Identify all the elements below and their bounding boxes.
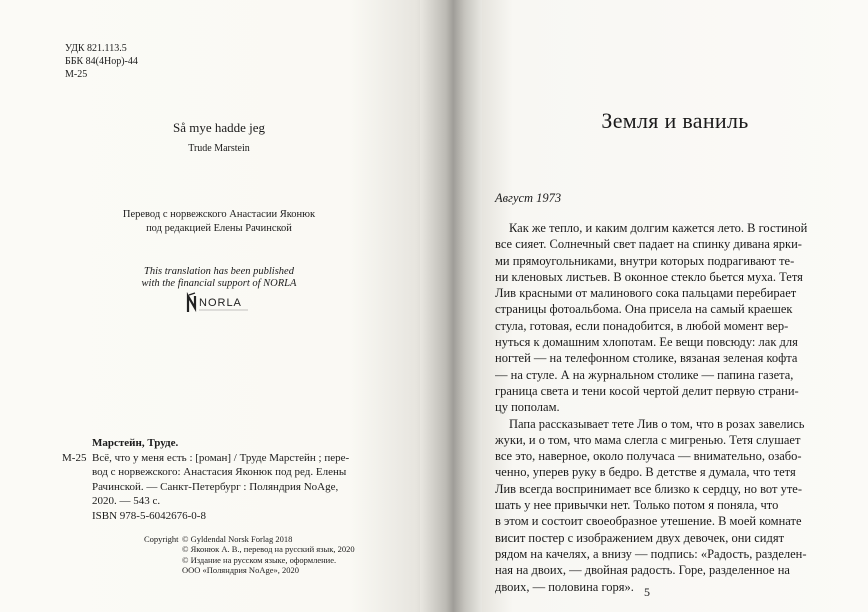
catalog-description — [62, 451, 422, 509]
text-line: все сияет. Солнечный свет падает на спинку дивана ярки- — [495, 237, 802, 252]
norla-logo-text: NORLA — [199, 297, 242, 309]
text-line: ни кленовых листьев. В оконное стекло бьется муха. Тетя — [495, 269, 803, 284]
page-number: 5 — [644, 585, 650, 599]
isbn: ISBN 978-5-6042676-0-8 — [92, 509, 206, 522]
catalog-line: Рачинской. — Санкт-Петербург : Поляндрия NoAge, — [92, 480, 339, 493]
text-line: рядом на качелях, а внизу — подпись: «Радость, разделен- — [495, 546, 807, 561]
text-line: Папа рассказывает тете Лив о том, что в розах завелись — [509, 416, 805, 431]
author-mark-line: М-25 — [65, 69, 88, 80]
chapter-date: Август 1973 — [495, 191, 562, 205]
udk-line: УДК 821.113.5 — [65, 43, 127, 54]
text-line: шать у нее привычки нет. Только потом я поняла, что — [495, 498, 779, 513]
support-line: with the financial support of NORLA — [141, 278, 297, 289]
text-line: жуки, и о том, что мама слегла с мигренью. Тетя слушает — [495, 432, 801, 447]
copyright-line: ООО «Поляндрия NoAge», 2020 — [182, 564, 299, 575]
body-text — [495, 220, 810, 595]
catalog-line: Всё, что у меня есть : [роман] / Труде Марстейн ; пере- — [92, 451, 350, 464]
text-line: двоих, — половина горя». — [495, 579, 634, 594]
translator-line: Перевод с норвежского Анастасии Яконюк — [122, 209, 316, 220]
text-line: Лив всегда воспринимает все близко к сердцу, но вот уте- — [495, 481, 802, 496]
catalog-line: вод с норвежского: Анастасия Яконюк под ред. Елены — [92, 466, 347, 479]
text-line: ногтей — на телефонном столике, вязаная зеленая кофта — [495, 351, 798, 366]
copyright-line: © Издание на русском языке, оформление. — [182, 554, 337, 565]
book-gutter — [420, 0, 484, 612]
text-line: граница света и тени косой чертой делит первую страни- — [495, 383, 799, 398]
text-line: в этом и состоит своеобразное утешение. В моей комнате — [495, 514, 802, 529]
text-line: Как же тепло, и каким долгим кажется лето. В гостиной — [509, 221, 808, 235]
text-line: нуться к домашним хлопотам. Ее вещи повсюду: лак для — [495, 335, 798, 350]
editor-line: под редакцией Елены Рачинской — [146, 223, 292, 234]
text-line: ченно, уперев руку в бедро. В детстве я думала, что тетя — [495, 465, 796, 480]
catalog-code: М-25 — [62, 451, 87, 464]
translator-credit — [0, 208, 438, 236]
text-line: ная на двоих, — двойная радость. Горе, разделенное на — [495, 563, 790, 578]
norla-logo — [186, 292, 266, 314]
chapter-title: Земля и ваниль — [601, 108, 749, 133]
text-line: висит постер с изображением двух девочек, они сидят — [495, 530, 785, 545]
text-line: ми прямоугольниками, внутри которых подрагивают те- — [495, 253, 795, 268]
text-line: страницы фотоальбома. Она присела на самый краешек — [495, 302, 793, 317]
norla-logo-icon — [186, 292, 266, 314]
text-line: Лив красными от малинового сока пальцами перебирает — [495, 286, 797, 301]
original-author: Trude Marstein — [188, 143, 250, 154]
copyright-line: © Gyldendal Norsk Forlag 2018 — [182, 534, 293, 544]
catalog-record — [62, 436, 422, 524]
bbk-line: ББК 84(4Нор)-44 — [65, 56, 138, 67]
copyright-block — [144, 534, 355, 575]
catalog-author: Марстейн, Труде. — [92, 437, 179, 449]
translation-support-note — [0, 266, 438, 290]
text-line: — на стуле. А на журнальном столике — папина газета, — [495, 367, 794, 382]
original-title: Så mye hadde jeg — [172, 120, 266, 135]
text-line: все это, наверное, около получаса — внимательно, озабо- — [495, 449, 802, 464]
support-line: This translation has been published — [144, 266, 294, 277]
copyright-line: © Яконюк А. В., перевод на русский язык, 2020 — [182, 544, 355, 555]
text-line: стула, готовая, если понадобится, в любой момент вер- — [495, 318, 789, 333]
udk-block — [65, 42, 138, 81]
catalog-line: 2020. — 543 с. — [92, 495, 161, 508]
text-line: цу пополам. — [495, 400, 560, 415]
copyright-label: Copyright — [144, 534, 179, 544]
